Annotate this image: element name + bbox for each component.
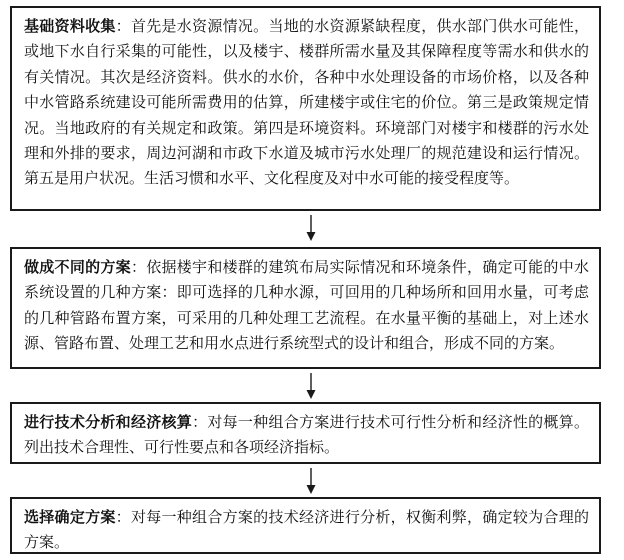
step-title: 选择确定方案	[24, 508, 116, 526]
step-title: 进行技术分析和经济核算	[24, 413, 193, 431]
step-box-data-collection	[10, 6, 601, 211]
step-title: 做成不同的方案	[24, 258, 131, 276]
step-body: ：对每一种组合方案进行技术可行性分析和经济性的概算。列出技术合理性、可行性要点和各项经济指标。	[24, 413, 589, 457]
down-arrow-icon	[305, 215, 317, 241]
step-box-select-scheme	[10, 497, 601, 554]
step-title: 基础资料收集	[24, 17, 116, 35]
down-arrow-icon	[305, 468, 317, 494]
step-box-design-schemes	[10, 247, 601, 369]
step-box-technical-economic-analysis	[10, 402, 601, 464]
step-body: ：首先是水资源情况。当地的水资源紧缺程度，供水部门供水可能性，或地下水自行采集的可能性，以及楼宇、楼群所需水量及其保障程度等需水和供水的有关情况。其次是经济资料。供水的水价，各种中水处理设备的市场价格，以及各种中水管路系统建设可能所需费用的估算，所建楼宇或住宅的价位。第三是政策规定情况。当地政府的有关规定和政策。第四是环境资料。环境部门对楼宇和楼群的污水处理和外排的要求，周边河湖和市政下水道及城市污水处理厂的规范建设和运行情况。第五是用户状况。生活习惯和水平、文化程度及对中水可能的接受程度等。	[24, 17, 589, 188]
step-body: ：对每一种组合方案的技术经济进行分析，权衡利弊，确定较为合理的方案。	[24, 508, 589, 552]
down-arrow-icon	[305, 373, 317, 399]
step-body: ：依据楼宇和楼群的建筑布局实际情况和环境条件，确定可能的中水系统设置的几种方案：即可选择的几种水源，可回用的几种场所和回用水量，可考虑的几种管路布置方案，可采用的几种处理工艺流程。在水量平衡的基础上，对上述水源、管路布置、处理工艺和用水点进行系统型式的设计和组合，形成不同的方案。	[24, 258, 589, 353]
